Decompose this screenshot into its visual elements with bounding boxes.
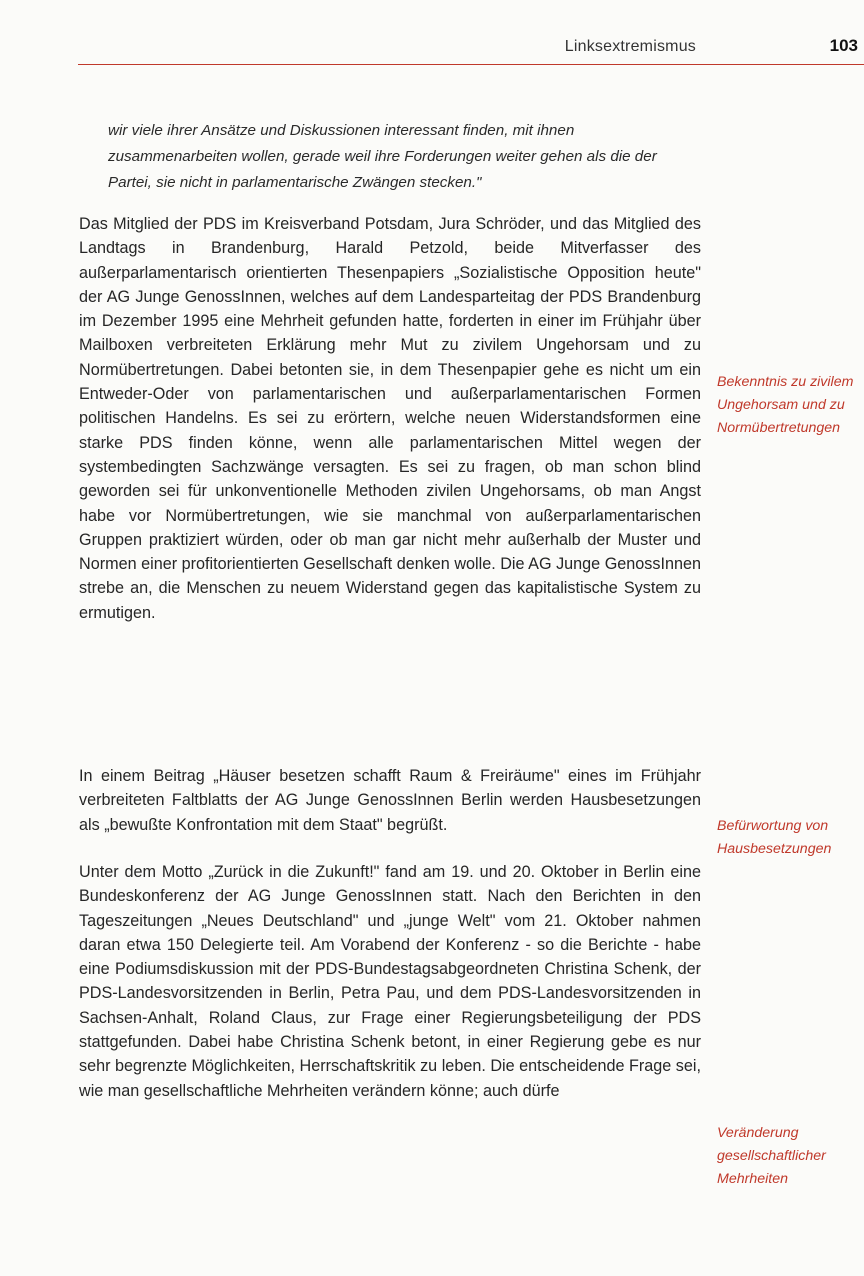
paragraph-3: Unter dem Motto „Zurück in die Zukunft!" fand am 19. und 20. Oktober in Berlin eine Bundeskonferenz der AG Junge GenossInnen statt. Nach den Berichten in den Tageszeitungen „Neues Deutschland" und „junge Welt" vom 21. Oktober nahmen daran etwa 150 Delegierte teil. Am Vorabend der Konferenz - so die Berichte - habe eine Podiumsdiskussion mit der PDS-Bundestagsabgeordneten Christina Schenk, der PDS-Landesvorsitzenden in Berlin, Petra Pau, und dem PDS-Landesvorsitzenden in Sachsen-Anhalt, Roland Claus, zur Frage einer Regierungsbeteiligung der PDS stattgefunden. Dabei habe Christina Schenk betont, in einer Regierung gebe es nur sehr begrenzte Möglichkeiten, Herrschaftskritik zu leben. Die entscheidende Frage sei, wie man gesellschaftliche Mehrheiten verändern könne; auch dürfe [79,863,701,1100]
paragraph-1: Das Mitglied der PDS im Kreisverband Potsdam, Jura Schröder, und das Mitglied des Landtags in Brandenburg, Harald Petzold, beide Mitverfasser des außerparlamentarisch orientierten Thesenpapiers „Sozialistische Opposition heute" der AG Junge GenossInnen, welches auf dem Landesparteitag der PDS Brandenburg im Dezember 1995 eine Mehrheit gefunden hatte, forderten in einer im Frühjahr über Mailboxen verbreiteten Erklärung mehr Mut zu zivilem Ungehorsam und zu Normübertretungen. Dabei betonten sie, in dem Thesenpapier gehe es nicht um ein Entweder-Oder von parlamentarischen und außerparlamentarischen Formen politischen Handelns. Es sei zu erörtern, welche neuen Widerstandsformen eine starke PDS finden könne, wenn alle parlamentarischen Mittel wegen der systembedingten Sachzwänge versagten. Es sei zu fragen, ob man schon blind geworden sei für unkonventionelle Methoden zivilen Ungehorsams, ob man Angst habe vor Normübertretungen, wie sie manchmal von außerparlamentarischen Gruppen praktiziert würden, oder ob man gar nicht mehr außerhalb der Muster und Normen einer profitorientierten Gesellschaft denken wolle. Die AG Junge GenossInnen strebe an, die Menschen zu neuem Widerstand gegen das kapitalistische System zu ermutigen. [79,215,701,622]
running-title: Linksextremismus [564,38,696,55]
header-rule [78,64,864,65]
margin-note-squatting: Befürwortung von Hausbesetzungen [717,818,832,857]
page-number: 103 [829,36,858,55]
block-quote: wir viele ihrer Ansätze und Diskussionen interessant finden, mit ihnen zusammenarbeiten wollen, gerade weil ihre Forderungen weiter gehen als die der Partei, sie nicht in parlamentarische Zwängen stecken." [108,122,657,191]
margin-note-civil-disobedience: Bekenntnis zu zivilem Ungehorsam und zu Normübertretungen [717,374,854,436]
paragraph-2: In einem Beitrag „Häuser besetzen schafft Raum & Freiräume" eines im Frühjahr verbreiteten Faltblatts der AG Junge GenossInnen Berlin werden Hausbesetzungen als „bewußte Konfrontation mit dem Staat" begrüßt. [79,767,701,834]
running-header [0,34,864,64]
margin-note-majorities: Veränderung gesellschaftlicher Mehrheiten [717,1125,826,1187]
